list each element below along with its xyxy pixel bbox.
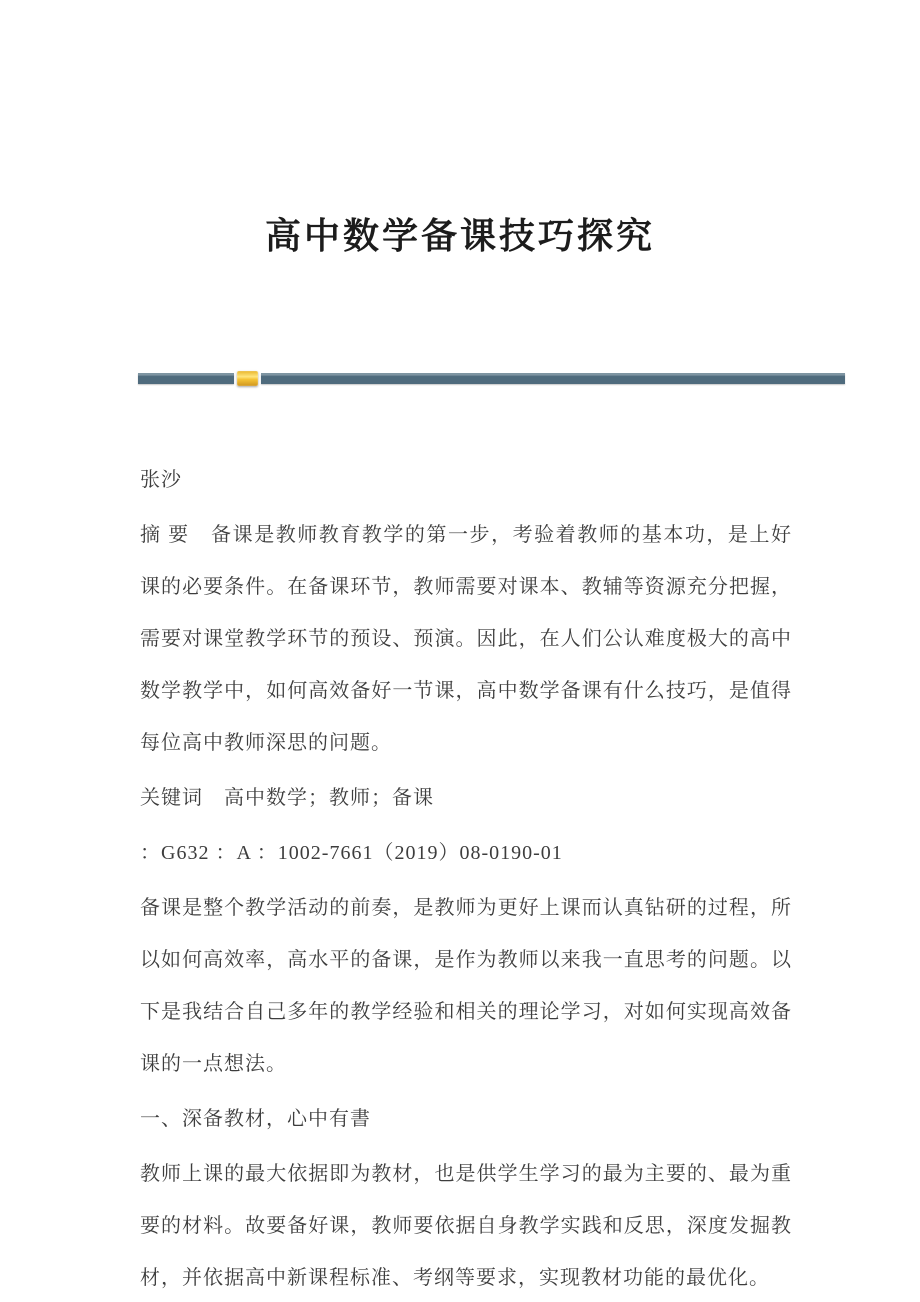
body-paragraph: 教师上课的最大依据即为教材，也是供学生学习的最为主要的、最为重要的材料。故要备好课，教师要依据自身教学实践和反思，深度发掘教材，并依据高中新课程标准、考纲等要求，实现教材功能的最优化。 bbox=[140, 1163, 792, 1289]
body-paragraph: 备课是整个教学活动的前奏，是教师为更好上课而认真钻研的过程，所以如何高效率，高水平的备课，是作为教师以来我一直思考的问题。以下是我结合自己多年的教学经验和相关的理论学习，对如何实现高效备课的一点想法。 bbox=[140, 897, 792, 1075]
section-divider bbox=[138, 370, 845, 386]
author-name: 张沙 bbox=[140, 469, 182, 491]
divider-bar-left bbox=[138, 373, 234, 384]
envelope-icon bbox=[237, 371, 258, 386]
abstract-paragraph: 摘 要 备课是教师教育教学的第一步，考验着教师的基本功，是上好课的必要条件。在备课环节，教师需要对课本、教辅等资源充分把握，需要对课堂教学环节的预设、预演。因此，在人们公认难度极大的高中数学教学中，如何高效备好一节课，高中数学备课有什么技巧，是值得每位高中教师深思的问题。 bbox=[140, 524, 792, 754]
classification-line: ：G632 ：A ：1002-7661（2019）08-0190-01 bbox=[140, 842, 563, 864]
section-heading: 一、深备教材，心中有書 bbox=[140, 1108, 371, 1130]
keywords-line: 关键词 高中数学；教师；备课 bbox=[140, 787, 434, 809]
divider-bar-right bbox=[261, 373, 845, 384]
document-title: 高中数学备课技巧探究 bbox=[264, 216, 655, 256]
document-body bbox=[140, 454, 792, 1302]
